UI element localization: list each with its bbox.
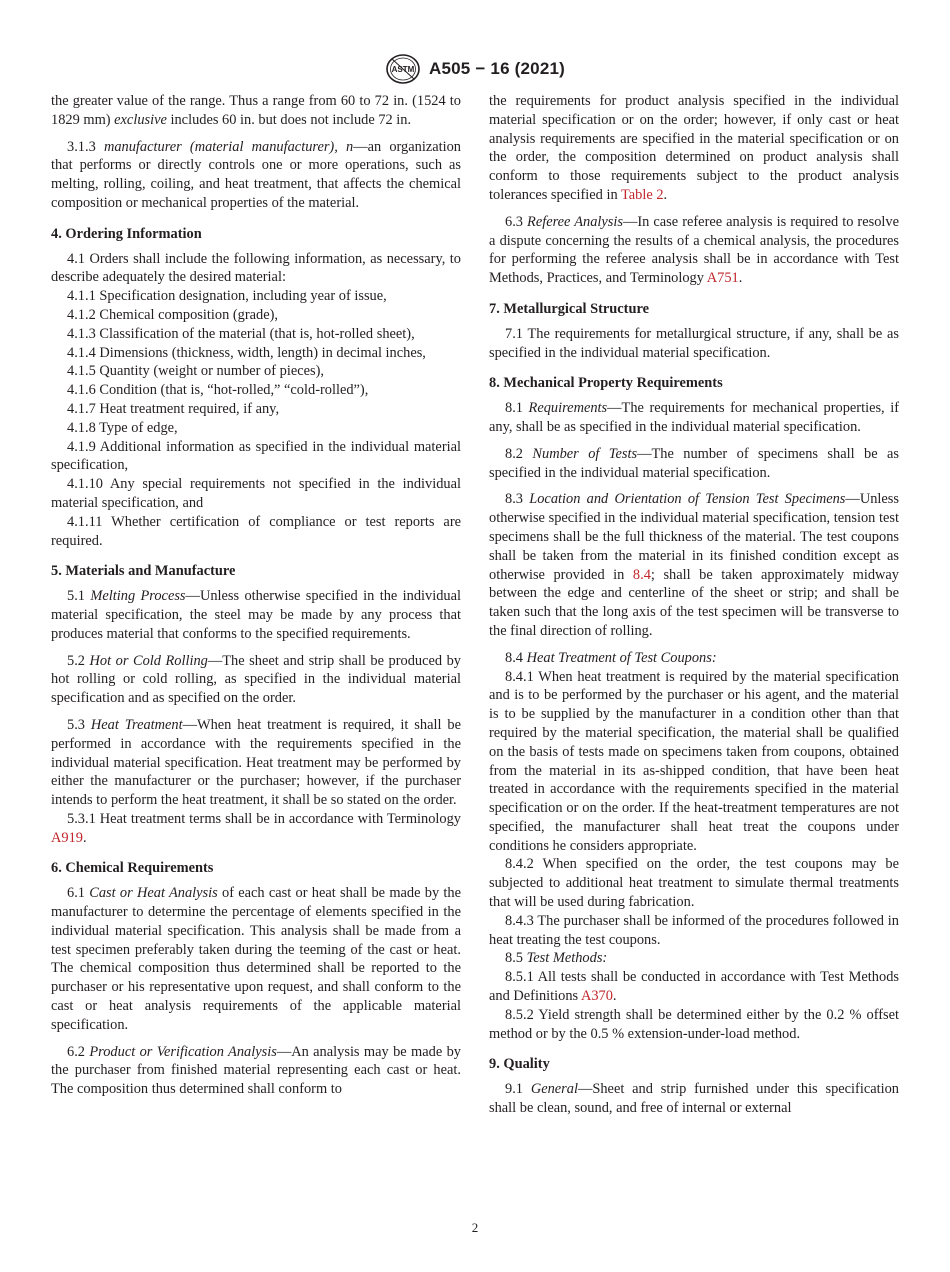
paragraph-8-5-2: 8.5.2 Yield strength shall be determined either by the 0.2 % offset method or by the 0.5 % extension-under-load method. bbox=[489, 1006, 899, 1042]
list-item-4-1-5: 4.1.5 Quantity (weight or number of pieces), bbox=[67, 363, 324, 380]
section-4-heading: 4. Ordering Information bbox=[51, 225, 202, 242]
astm-logo-icon bbox=[385, 53, 421, 85]
logo-text: ASTM bbox=[391, 65, 415, 74]
list-item-4-1-10: 4.1.10 Any special requirements not specified in the individual material specification, and bbox=[51, 476, 461, 511]
document-designation: A505 − 16 (2021) bbox=[429, 59, 565, 78]
paragraph-8-1: 8.1 Requirements—The requirements for mechanical properties, if any, shall be as specified in the individual material specification. bbox=[489, 400, 899, 435]
reference-link-a919[interactable]: A919 bbox=[51, 829, 83, 846]
paragraph-5-2: 5.2 Hot or Cold Rolling—The sheet and strip shall be produced by hot rolling or cold rolling, as specified in the individual material specification and as specified on the order. bbox=[51, 652, 461, 707]
list-item-4-1-8: 4.1.8 Type of edge, bbox=[67, 419, 178, 436]
list-item-4-1-9: 4.1.9 Additional information as specified in the individual material specification, bbox=[51, 438, 461, 474]
paragraph-8-4-1: 8.4.1 When heat treatment is required by the material specification and is to be performed by the purchaser or his agent, and the material is to be supplied by the manufacturer in a condition other than that required by the material specification, the material shall be qualified on the basis of tests made on specimens taken from coupons, obtained from the material in its as-shipped condition, that have been heat treated in accordance with the requirements specified in the material specification or on the order. If the heat-treatment temperatures are not specified, the manufacturer shall heat treat the coupons under conditions he considers appropriate. bbox=[489, 668, 899, 854]
list-item-4-1-7: 4.1.7 Heat treatment required, if any, bbox=[67, 400, 280, 417]
paragraph-4-1: 4.1 Orders shall include the following information, as necessary, to describe adequately the desired material: bbox=[51, 250, 461, 286]
section-5-heading: 5. Materials and Manufacture bbox=[51, 563, 236, 580]
reference-link-a370[interactable]: A370 bbox=[580, 988, 613, 1005]
paragraph-3-1-3: 3.1.3 manufacturer (material manufacturer), n—an organization that performs or directly controls one or more operations, such as melting, rolling, coiling, and heat treatment, that affects the chemical composition or mechanical properties of the material. bbox=[51, 138, 461, 211]
left-column bbox=[51, 92, 461, 1099]
paragraph-8-4-3: 8.4.3 The purchaser shall be informed of the procedures followed in heat treating the test coupons. bbox=[489, 912, 899, 948]
paragraph-5-3: 5.3 Heat Treatment—When heat treatment is required, it shall be performed in accordance with the requirements specified in the individual material specification. Heat treatment may be performed by either the manufacturer or the purchaser; however, if the purchaser intends to perform the heat treatment, it shall be so stated on the order. bbox=[51, 716, 461, 809]
paragraph-8-4-2: 8.4.2 When specified on the order, the test coupons may be subjected to additional heat treatment to simulate thermal treatments that will be used during fabrication. bbox=[489, 856, 899, 911]
paragraph-9-1: 9.1 General—Sheet and strip furnished under this specification shall be clean, sound, and free of internal or external bbox=[489, 1081, 899, 1117]
page-header bbox=[0, 52, 950, 86]
right-column bbox=[489, 92, 899, 1118]
paragraph-6-1: 6.1 Cast or Heat Analysis of each cast or heat shall be made by the manufacturer to determine the percentage of elements specified in the individual material specification. This analysis shall be made from a test specimen preferably taken during the teeming of the cast or heat. The chemical composition thus determined shall be reported to the purchaser or his representative upon request, and shall conform to the cast or heat analysis requirements of the applicable material specification. bbox=[51, 885, 462, 1033]
paragraph-5-3-1: 5.3.1 Heat treatment terms shall be in accordance with Terminology A919. bbox=[51, 810, 461, 846]
paragraph-8-4: 8.4 Heat Treatment of Test Coupons: bbox=[505, 649, 717, 666]
paragraph-8-3: 8.3 Location and Orientation of Tension Test Specimens—Unless otherwise specified in the individual material specification, tension test specimens shall be the full thickness of the material. The test coupons shall be taken from the material in its finished condition except as otherwise provided in 8.4; shall be taken approximately midway between the edge and centerline of the sheet or strip; and shall be taken such that the long axis of the test specimen will be transverse to the final direction of rolling. bbox=[489, 491, 899, 639]
reference-link-a751[interactable]: A751 bbox=[706, 270, 739, 287]
section-8-heading: 8. Mechanical Property Requirements bbox=[489, 375, 723, 392]
paragraph-6-3: 6.3 Referee Analysis—In case referee analysis is required to resolve a dispute concerning the results of a chemical analysis, the procedures for performing the referee analysis shall be in accordance with Test Methods, Practices, and Terminology A751. bbox=[489, 213, 899, 287]
paragraph-5-1: 5.1 Melting Process—Unless otherwise specified in the individual material specification, the steel may be made by any process that produces material that conforms to the specified requirements. bbox=[51, 588, 462, 642]
section-9-heading: 9. Quality bbox=[489, 1056, 550, 1073]
section-6-heading: 6. Chemical Requirements bbox=[51, 860, 214, 877]
page-number: 2 bbox=[471, 1220, 479, 1235]
paragraph-8-5: 8.5 Test Methods: bbox=[505, 950, 608, 967]
paragraph-6-2-continued: the requirements for product analysis specified in the individual material specification or on the order; however, if only cast or heat analysis requirements are specified in the material specification or on the order, the composition determined on product analysis shall conform to those requirements subject to the product analysis tolerances specified in Table 2. bbox=[489, 93, 899, 203]
paragraph-8-5-1: 8.5.1 All tests shall be conducted in accordance with Test Methods and Definitions A370. bbox=[489, 969, 899, 1005]
list-item-4-1-11: 4.1.11 Whether certification of compliance or test reports are required. bbox=[51, 513, 461, 549]
list-item-4-1-1: 4.1.1 Specification designation, including year of issue, bbox=[67, 288, 387, 305]
reference-link-8-4[interactable]: 8.4 bbox=[632, 566, 651, 583]
list-item-4-1-2: 4.1.2 Chemical composition (grade), bbox=[67, 306, 279, 323]
paragraph-range-continued: the greater value of the range. Thus a range from 60 to 72 in. (1524 to 1829 mm) exclusive includes 60 in. but does not include 72 in. bbox=[51, 93, 461, 128]
paragraph-8-2: 8.2 Number of Tests—The number of specimens shall be as specified in the individual material specification. bbox=[489, 445, 899, 481]
section-7-heading: 7. Metallurgical Structure bbox=[489, 300, 649, 317]
paragraph-6-2: 6.2 Product or Verification Analysis—An analysis may be made by the purchaser from finished material representing each cast or heat. The composition thus determined shall conform to bbox=[51, 1043, 461, 1098]
list-item-4-1-4: 4.1.4 Dimensions (thickness, width, length) in decimal inches, bbox=[67, 344, 426, 361]
list-item-4-1-6: 4.1.6 Condition (that is, “hot-rolled,” “cold-rolled”), bbox=[67, 382, 369, 399]
paragraph-7-1: 7.1 The requirements for metallurgical structure, if any, shall be as specified in the individual material specification. bbox=[489, 325, 899, 361]
reference-link-table-2[interactable]: Table 2 bbox=[621, 186, 664, 203]
list-item-4-1-3: 4.1.3 Classification of the material (that is, hot-rolled sheet), bbox=[67, 325, 415, 342]
